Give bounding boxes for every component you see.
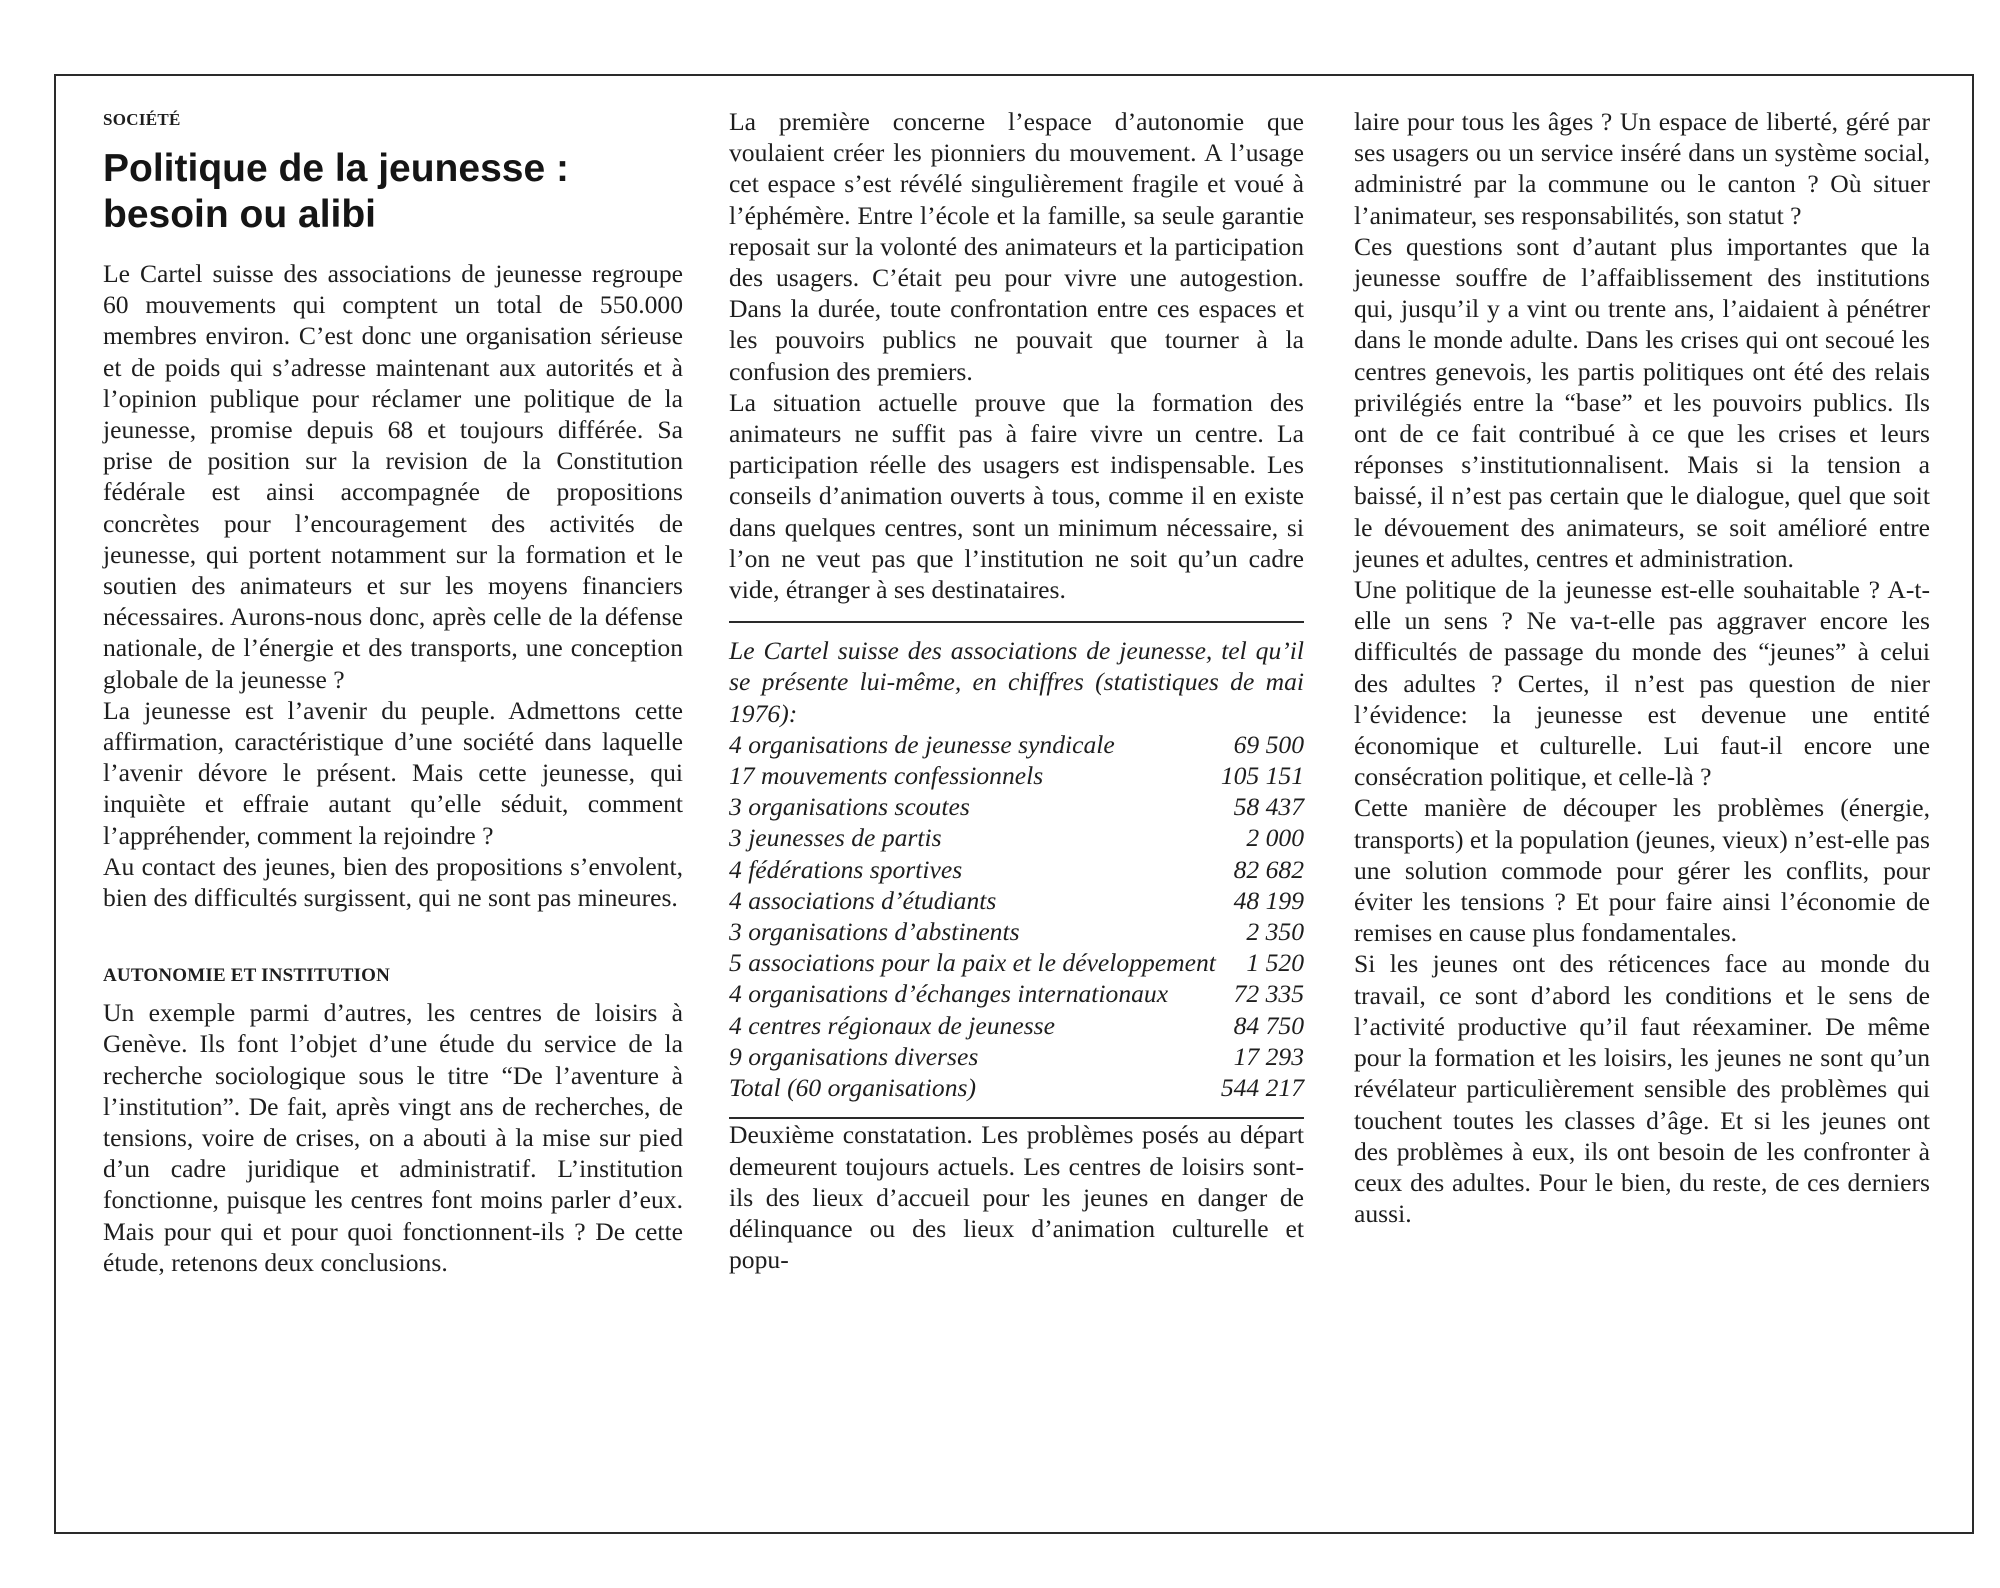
statistics-row: [729, 822, 1304, 853]
paragraph: Un exemple parmi d’autres, les centres de loisirs à Genève. Ils font l’objet d’une étude du service de la recherche sociologique sous le titre “De l’aventure à l’institution”. De fait, après vingt ans de recherches, de tensions, voire de crises, on a abouti à la mise sur pied d’un cadre juridique et administratif. L’institution fonctionne, puisque les centres font moins parler d’eux. Mais pour qui et pour quoi fonctionnent-ils ? De cette étude, retenons deux conclusions.: [103, 998, 683, 1277]
column-1: [103, 76, 683, 1278]
section-label: SOCIÉTÉ: [103, 110, 181, 129]
statistics-value: 72 335: [1233, 979, 1304, 1009]
paragraph: Si les jeunes ont des réticences face au monde du travail, ce sont d’abord les conditions et le sens de l’activité productive qu’il faut réexaminer. De même pour la formation et les loisirs, les jeunes ne sont qu’un révélateur particulièrement sensible des problèmes qui touchent toutes les classes d’âge. Et si les jeunes ont des problèmes à eux, ils ont besoin de les confronter à ceux des adultes. Pour le bien, du reste, de ces derniers aussi.: [1354, 949, 1930, 1229]
statistics-row: [729, 791, 1304, 822]
title-line-1: Politique de la jeunesse :: [103, 147, 569, 190]
statistics-label: 4 associations d’étudiants: [729, 885, 997, 915]
statistics-label: 17 mouvements confessionnels: [729, 761, 1044, 791]
statistics-label: 9 organisations diverses: [729, 1041, 979, 1071]
title-line-2: besoin ou alibi: [103, 193, 377, 236]
statistics-row: [729, 854, 1304, 885]
paragraph: Une politique de la jeunesse est-elle souhaitable ? A-t-elle un sens ? Ne va-t-elle pas aggraver encore les difficultés de passage du monde des “jeunes” à celui des adultes ? Certes, il n’est pas question de nier l’évidence: la jeunesse est devenue une entité économique et culturelle. Lui faut-il encore une consécration politique, et celle-là ?: [1354, 575, 1930, 792]
paragraph: Le Cartel suisse des associations de jeunesse regroupe 60 mouvements qui comptent un total de 550.000 membres environ. C’est donc une organisation sérieuse et de poids qui s’adresse maintenant aux autorités et à l’opinion publique pour réclamer une politique de la jeunesse, promise depuis 68 et toujours différée. Sa prise de position sur la revision de la Constitution fédérale est ainsi accompagnée de propositions concrètes pour l’encouragement des activités de jeunesse, qui portent notamment sur la formation et le soutien des animateurs et sur les moyens financiers nécessaires. Aurons-nous donc, après celle de la défense nationale, de l’énergie et des transports, une conception globale de la jeunesse ?: [103, 259, 683, 694]
article-title: [103, 146, 683, 238]
column-2: [729, 76, 1304, 1275]
paragraph: laire pour tous les âges ? Un espace de liberté, géré par ses usagers ou un service inséré dans un système social, administré par la commune ou le canton ? Où situer l’animateur, ses responsabilités, son statut ?: [1354, 107, 1930, 230]
statistics-value: 17 293: [1233, 1041, 1304, 1071]
statistics-row: [729, 916, 1304, 947]
statistics-box: [729, 621, 1304, 1119]
statistics-label: 4 organisations d’échanges internationaux: [729, 979, 1169, 1009]
paragraph: Deuxième constatation. Les problèmes posés au départ demeurent toujours actuels. Les centres de loisirs sont-ils des lieux d’accueil pour les jeunes en danger de délinquance ou des lieux d’animation culturelle et popu-: [729, 1120, 1304, 1275]
statistics-label: 5 associations pour la paix et le développement: [729, 948, 1216, 978]
paragraph: La première concerne l’espace d’autonomie que voulaient créer les pionniers du mouvement. A l’usage cet espace s’est révélé singulièrement fragile et voué à l’éphémère. Entre l’école et la famille, sa seule garantie reposait sur la volonté des animateurs et la participation des usagers. C’était peu pour vivre une autogestion. Dans la durée, toute confrontation entre ces espaces et les pouvoirs publics ne pouvait que tourner à la confusion des premiers.: [729, 107, 1304, 386]
article-frame: [54, 74, 1974, 1534]
paragraph: Cette manière de découper les problèmes (énergie, transports) et la population (jeunes, vieux) n’est-elle pas une solution commode pour gérer les conflits, pour éviter les tensions ? Et pour faire ainsi l’économie de remises en cause plus fondamentales.: [1354, 793, 1930, 948]
statistics-value: 2 000: [1246, 823, 1304, 853]
statistics-label: 4 centres régionaux de jeunesse: [729, 1010, 1055, 1040]
paragraph: Au contact des jeunes, bien des propositions s’envolent, bien des difficultés surgissent, qui ne sont pas mineures.: [103, 851, 683, 913]
subheading: AUTONOMIE ET INSTITUTION: [103, 965, 391, 987]
statistics-value: 84 750: [1233, 1010, 1304, 1040]
statistics-value: 69 500: [1233, 729, 1304, 759]
statistics-row: [729, 885, 1304, 916]
statistics-value: 1 520: [1246, 948, 1304, 978]
statistics-row: [729, 947, 1304, 978]
statistics-value: 82 682: [1233, 854, 1304, 884]
statistics-label: 3 organisations scoutes: [729, 792, 970, 822]
statistics-row: [729, 978, 1304, 1009]
statistics-intro: Le Cartel suisse des associations de jeunesse, tel qu’il se présente lui-même, en chiffres (statistiques de mai 1976):: [729, 636, 1304, 728]
statistics-label: Total (60 organisations): [729, 1073, 976, 1103]
statistics-value: 2 350: [1246, 917, 1304, 947]
statistics-list: [729, 729, 1304, 1103]
statistics-row: [729, 729, 1304, 760]
statistics-label: 4 fédérations sportives: [729, 854, 963, 884]
statistics-value: 105 151: [1220, 761, 1304, 791]
statistics-value: 544 217: [1220, 1073, 1304, 1103]
statistics-label: 3 jeunesses de partis: [729, 823, 942, 853]
paragraph: La situation actuelle prouve que la formation des animateurs ne suffit pas à faire vivre un centre. La participation réelle des usagers est indispensable. Les conseils d’animation ouverts à tous, comme il en existe dans quelques centres, sont un minimum nécessaire, si l’on ne veut pas que l’institution ne soit qu’un cadre vide, étranger à ses destinataires.: [729, 387, 1304, 605]
paragraph: La jeunesse est l’avenir du peuple. Admettons cette affirmation, caractéristique d’une société dans laquelle l’avenir dévore le présent. Mais cette jeunesse, qui inquiète et effraie autant qu’elle séduit, comment l’appréhender, comment la rejoindre ?: [103, 695, 683, 850]
statistics-row: [729, 1010, 1304, 1041]
statistics-value: 48 199: [1233, 885, 1304, 915]
paragraph: Ces questions sont d’autant plus importantes que la jeunesse souffre de l’affaiblissement des institutions qui, jusqu’il y a vint ou trente ans, l’aidaient à pénétrer dans le monde adulte. Dans les crises qui ont secoué les centres genevois, les partis politiques ont été des relais privilégiés entre la “base” et les pouvoirs publics. Ils ont de ce fait contribué à ce que les crises et leurs réponses s’institutionnalisent. Mais si la tension a baissé, il n’est pas certain que le dialogue, quel que soit le dévouement des animateurs, se soit amélioré entre jeunes et adultes, centres et administration.: [1354, 231, 1930, 573]
statistics-row: [729, 760, 1304, 791]
statistics-row: [729, 1041, 1304, 1072]
column-3: [1354, 76, 1930, 1229]
statistics-label: 3 organisations d’abstinents: [729, 917, 1020, 947]
statistics-row: [729, 1072, 1304, 1103]
statistics-value: 58 437: [1233, 792, 1304, 822]
statistics-label: 4 organisations de jeunesse syndicale: [729, 729, 1115, 759]
